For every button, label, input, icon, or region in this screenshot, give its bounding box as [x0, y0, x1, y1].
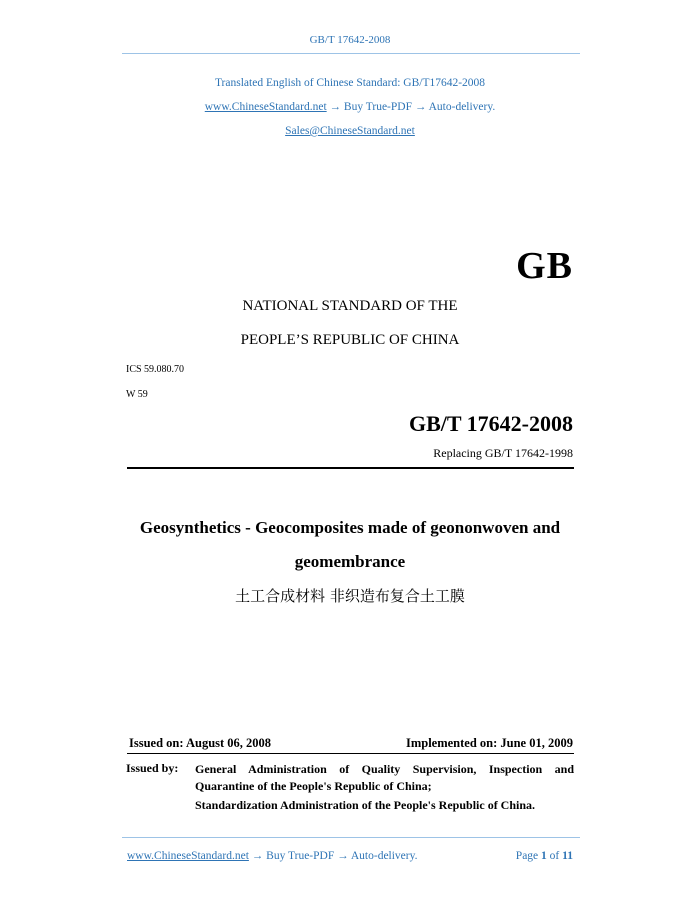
ccs-code: W 59	[126, 389, 148, 400]
arrow-right-icon: →	[414, 101, 427, 113]
page-total: 11	[562, 850, 573, 862]
implemented-date: Implemented on: June 01, 2009	[405, 736, 573, 750]
auto-delivery-text: Auto-delivery.	[428, 101, 496, 113]
standard-number: GB/T 17642-2008	[408, 411, 573, 436]
footer-buy-text: Buy True-PDF	[266, 850, 335, 862]
issuer-line2: Standardization Administration of the People's Republic of China.	[195, 798, 536, 812]
footer-divider	[122, 837, 580, 838]
arrow-right-icon: →	[251, 850, 264, 862]
page-label: Page	[515, 850, 539, 862]
document-title-line2: geomembrance	[294, 552, 406, 571]
arrow-right-icon: →	[329, 101, 342, 113]
header-divider	[122, 53, 580, 54]
title-divider	[127, 467, 574, 469]
footer-site-link[interactable]: www.ChineseStandard.net	[127, 850, 249, 862]
arrow-right-icon: →	[337, 850, 349, 862]
chinese-title: 土工合成材料 非织造布复合土工膜	[235, 587, 465, 605]
issuer-line1: General Administration of Quality Supervision, Inspection and Quarantine of the People's Republic of China;	[195, 762, 574, 793]
page-number: 1	[541, 850, 547, 862]
replacing-note: Replacing GB/T 17642-1998	[433, 446, 573, 460]
ics-code: ICS 59.080.70	[126, 364, 185, 375]
buy-pdf-text: Buy True-PDF	[343, 101, 412, 113]
purchase-links	[0, 101, 700, 113]
page-indicator	[516, 850, 573, 862]
national-standard-line2: PEOPLE’S REPUBLIC OF CHINA	[240, 332, 460, 348]
document-title-line1: Geosynthetics - Geocomposites made of geononwoven and	[139, 518, 561, 537]
email-link[interactable]: Sales@ChineseStandard.net	[285, 125, 415, 137]
issued-date: Issued on: August 06, 2008	[129, 736, 272, 750]
translation-notice: Translated English of Chinese Standard: GB/T17642-2008	[214, 77, 486, 89]
email-line	[0, 125, 700, 137]
gb-logo: GB	[516, 245, 573, 287]
national-standard-line1: NATIONAL STANDARD OF THE	[242, 298, 458, 314]
footer-delivery-text: Auto-delivery.	[350, 850, 418, 862]
dates-divider	[127, 753, 574, 754]
footer-links	[127, 850, 418, 862]
running-header: GB/T 17642-2008	[309, 34, 391, 46]
of-label: of	[549, 850, 560, 862]
issued-by-label: Issued by:	[126, 761, 179, 775]
site-link[interactable]: www.ChineseStandard.net	[204, 101, 327, 113]
